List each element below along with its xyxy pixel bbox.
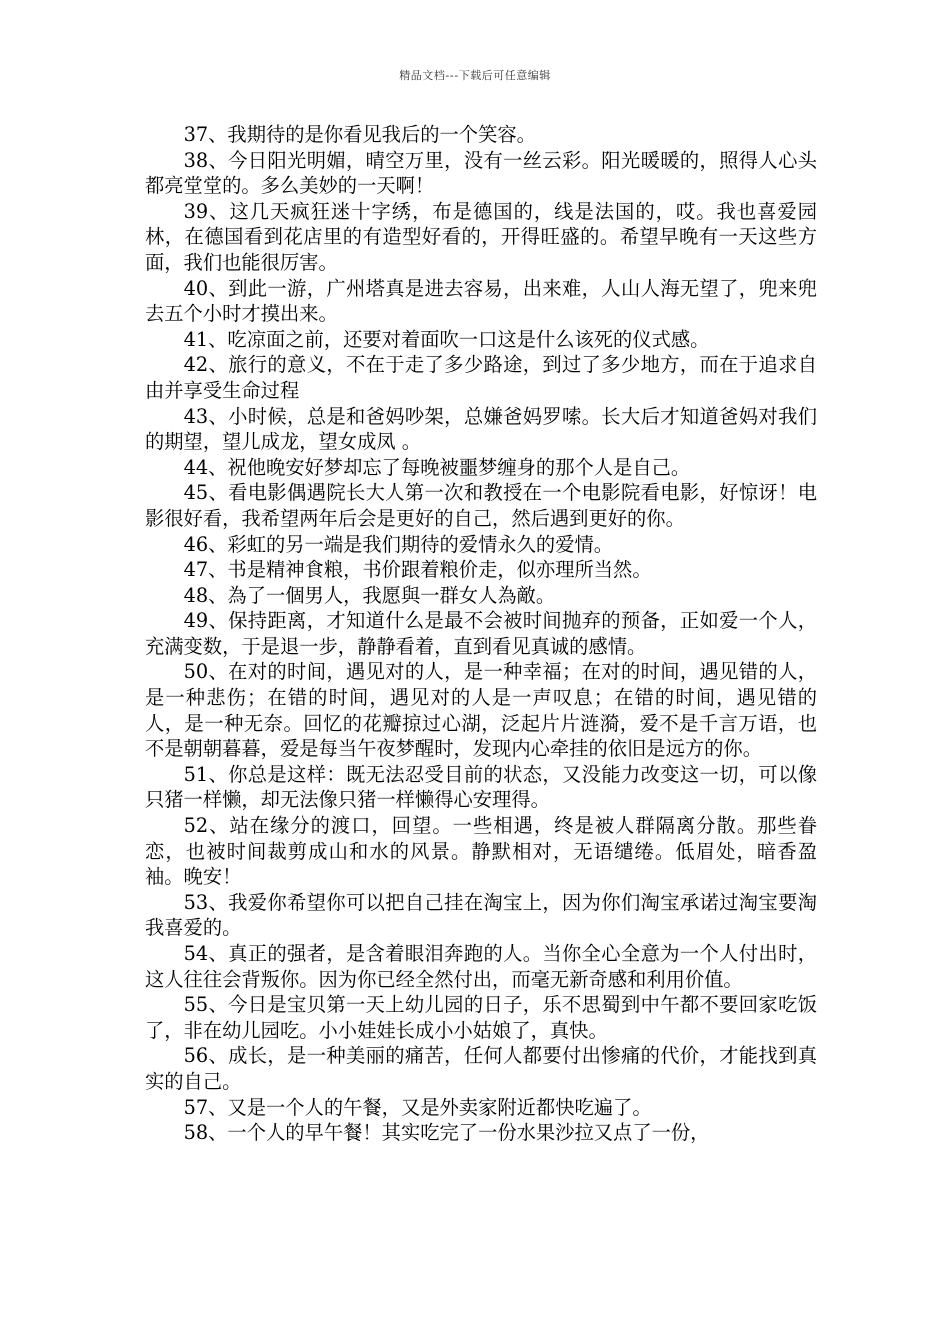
paragraph-40: 40、到此一游，广州塔真是进去容易，出来难，人山人海无望了，兜来兜去五个小时才摸出来。 xyxy=(145,276,817,326)
paragraph-46: 46、彩虹的另一端是我们期待的爱情永久的爱情。 xyxy=(183,532,614,556)
paragraph-42: 42、旅行的意义，不在于走了多少路途，到过了多少地方，而在于追求自由并享受生命过程 xyxy=(145,353,817,402)
paragraph-54: 54、真正的强者，是含着眼泪奔跑的人。当你全心全意为一个人付出时，这人往往会背叛你。因为你已经全然付出，而毫无新奇感和利用价值。 xyxy=(145,942,817,991)
paragraph-48: 48、為了一個男人，我愿與一群女人為敵。 xyxy=(183,583,556,607)
paragraph-57: 57、又是一个人的午餐，又是外卖家附近都快吃遍了。 xyxy=(183,1095,652,1119)
paragraph-37: 37、我期待的是你看见我后的一个笑容。 xyxy=(183,123,536,146)
document-body xyxy=(145,122,817,1146)
paragraph-49: 49、保持距离，才知道什么是最不会被时间抛弃的预备，正如爱一个人，充满变数，于是退一步，静静看着，直到看见真诚的感情。 xyxy=(145,609,817,658)
paragraph-56: 56、成长，是一种美丽的痛苦，任何人都要付出惨痛的代价，才能找到真实的自己。 xyxy=(145,1044,817,1093)
paragraph-45: 45、看电影偶遇院长大人第一次和教授在一个电影院看电影，好惊讶！电影很好看，我希望两年后会是更好的自己，然后遇到更好的你。 xyxy=(145,481,817,530)
paragraph-58: 58、一个人的早午餐！其实吃完了一份水果沙拉又点了一份， xyxy=(183,1121,710,1145)
paragraph-47: 47、书是精神食粮，书价跟着粮价走，似亦理所当然。 xyxy=(183,558,652,582)
paragraph-39: 39、这几天疯狂迷十字绣，布是德国的，线是法国的，哎。我也喜爱园林，在德国看到花店里的有造型好看的，开得旺盛的。希望早晚有一天这些方面，我们也能很厉害。 xyxy=(145,199,817,274)
paragraph-51: 51、你总是这样：既无法忍受目前的状态，又没能力改变这一切，可以像只猪一样懒，却无法像只猪一样懒得心安理得。 xyxy=(145,762,817,812)
page-header: 精品文档---下载后可任意编辑 xyxy=(399,69,551,82)
paragraph-38: 38、今日阳光明媚，晴空万里，没有一丝云彩。阳光暖暖的，照得人心头都亮堂堂的。多么美妙的一天啊！ xyxy=(145,148,817,198)
paragraph-50: 50、在对的时间，遇见对的人，是一种幸福；在对的时间，遇见错的人，是一种悲伤；在错的时间，遇见对的人是一声叹息；在错的时间，遇见错的人，是一种无奈。回忆的花瓣掠过心湖，泛起片片涟漪，爱不是千言万语，也不是朝朝暮暮，爱是每当午夜梦醒时，发现内心牵挂的依旧是远方的你。 xyxy=(145,660,817,761)
paragraph-44: 44、祝他晚安好梦却忘了每晚被噩梦缠身的那个人是自己。 xyxy=(183,455,691,479)
paragraph-41: 41、吃凉面之前，还要对着面吹一口这是什么该死的仪式感。 xyxy=(183,327,710,351)
paragraph-53: 53、我爱你希望你可以把自己挂在淘宝上，因为你们淘宝承诺过淘宝要淘我喜爱的。 xyxy=(145,890,817,940)
paragraph-52: 52、站在缘分的渡口，回望。一些相遇，终是被人群隔离分散。那些眷恋，也被时间裁剪成山和水的风景。静默相对，无语缱绻。低眉处，暗香盈袖。晚安！ xyxy=(145,814,817,889)
paragraph-55: 55、今日是宝贝第一天上幼儿园的日子，乐不思蜀到中午都不要回家吃饭了，非在幼儿园吃。小小娃娃长成小小姑娘了，真快。 xyxy=(145,993,817,1042)
paragraph-43: 43、小时候，总是和爸妈吵架，总嫌爸妈罗嗦。长大后才知道爸妈对我们的期望，望儿成龙，望女成凤 。 xyxy=(145,404,817,454)
